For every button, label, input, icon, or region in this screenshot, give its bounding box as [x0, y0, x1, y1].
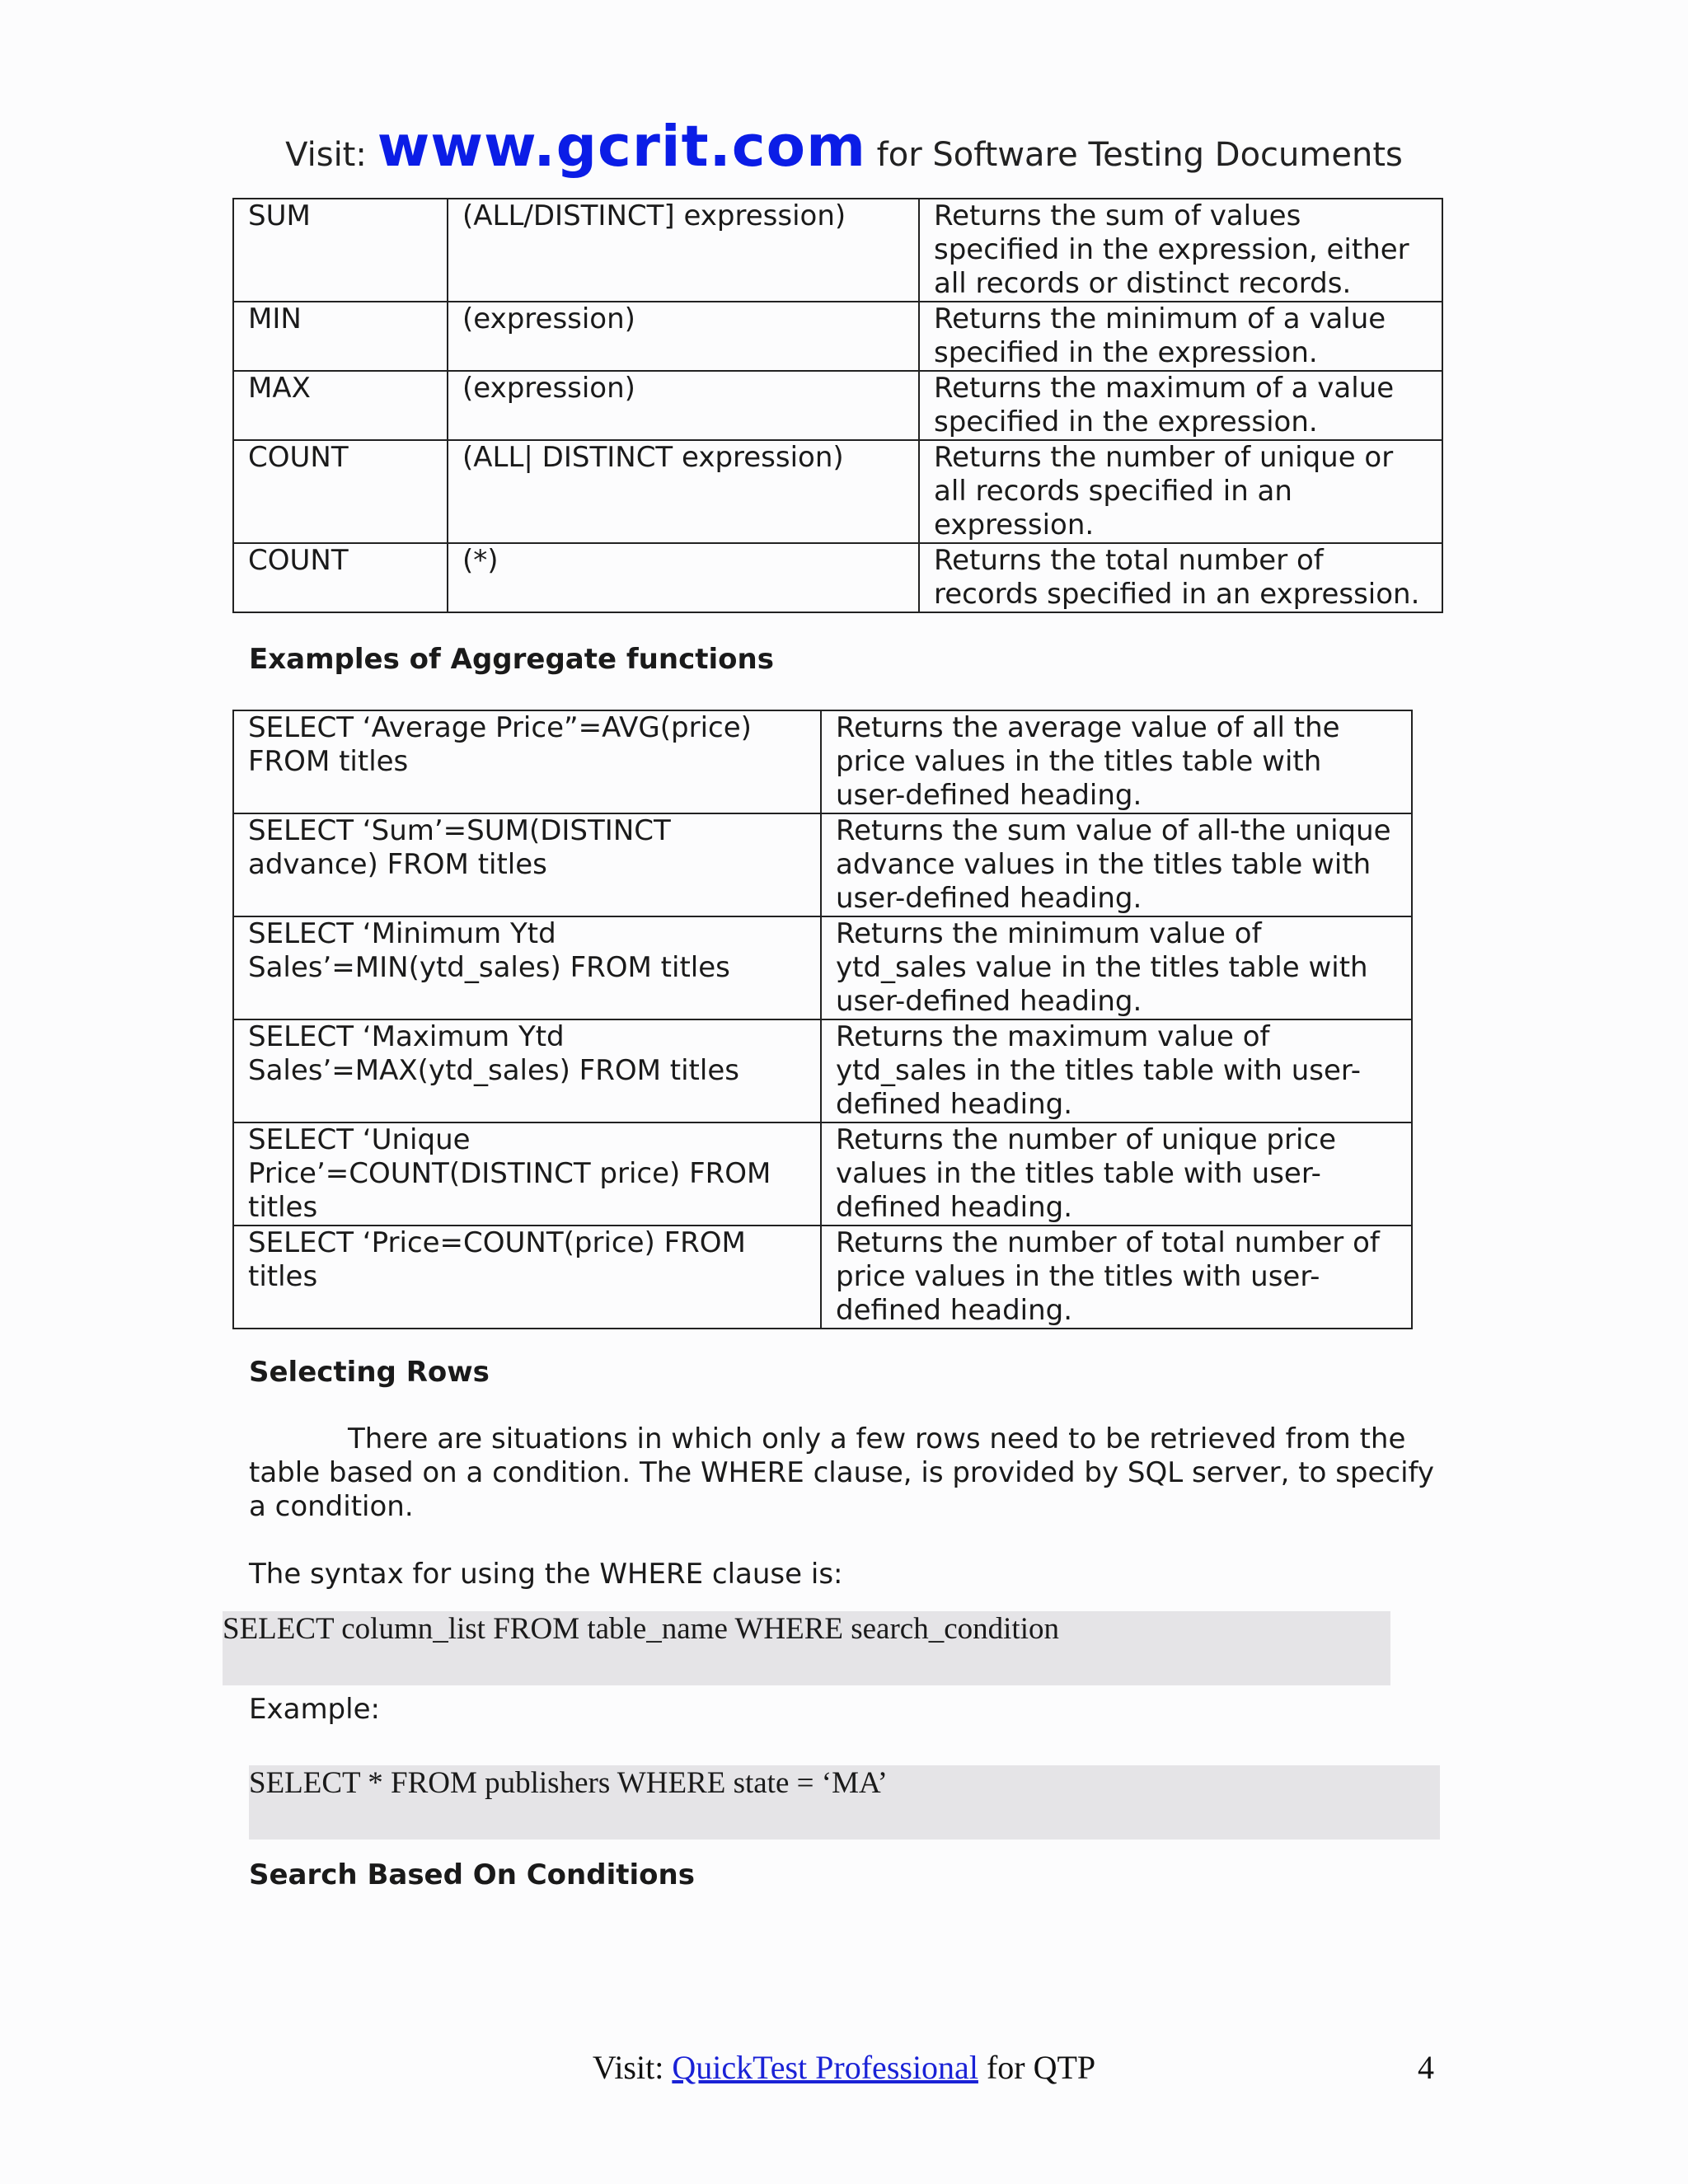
table-row	[233, 916, 1412, 1019]
examples-heading: Examples of Aggregate functions	[249, 643, 774, 676]
example-code-block	[249, 1765, 1440, 1840]
aggregate-functions-table	[232, 198, 1443, 613]
function-args: (*)	[448, 543, 919, 612]
function-desc: Returns the maximum of a value specified in the expression.	[919, 371, 1442, 440]
function-args: (expression)	[448, 302, 919, 371]
table-row	[233, 543, 1442, 612]
syntax-code: SELECT column_list FROM table_name WHERE search_condition	[223, 1612, 1059, 1646]
page-number: 4	[1418, 2049, 1434, 2086]
example-desc: Returns the maximum value of ytd_sales in the titles table with user-defined heading.	[821, 1019, 1412, 1122]
page-header	[0, 114, 1688, 180]
table-row	[233, 199, 1442, 302]
syntax-code-block	[223, 1611, 1390, 1685]
selecting-rows-heading: Selecting Rows	[249, 1356, 490, 1389]
function-desc: Returns the sum of values specified in the expression, either all records or distinct records.	[919, 199, 1442, 302]
function-desc: Returns the number of unique or all records specified in an expression.	[919, 440, 1442, 543]
example-desc: Returns the minimum value of ytd_sales value in the titles table with user-defined heading.	[821, 916, 1412, 1019]
table-row	[233, 440, 1442, 543]
footer-suffix: for QTP	[978, 2049, 1096, 2086]
search-conditions-heading: Search Based On Conditions	[249, 1858, 695, 1891]
header-prefix: Visit:	[285, 136, 377, 174]
function-args: (ALL| DISTINCT expression)	[448, 440, 919, 543]
function-args: (ALL/DISTINCT] expression)	[448, 199, 919, 302]
examples-table	[232, 710, 1413, 1329]
footer-link[interactable]: QuickTest Professional	[672, 2049, 978, 2086]
table-row	[233, 371, 1442, 440]
footer-prefix: Visit:	[592, 2049, 673, 2086]
table-row	[233, 710, 1412, 813]
example-label: Example:	[249, 1693, 380, 1726]
example-desc: Returns the number of unique price values in the titles table with user-defined heading.	[821, 1122, 1412, 1226]
example-query: SELECT ‘Minimum Ytd Sales’=MIN(ytd_sales) FROM titles	[233, 916, 821, 1019]
function-desc: Returns the total number of records specified in an expression.	[919, 543, 1442, 612]
function-name: COUNT	[233, 543, 448, 612]
function-name: MAX	[233, 371, 448, 440]
example-query: SELECT ‘Sum’=SUM(DISTINCT advance) FROM titles	[233, 813, 821, 916]
function-name: SUM	[233, 199, 448, 302]
table-row	[233, 302, 1442, 371]
function-desc: Returns the minimum of a value specified in the expression.	[919, 302, 1442, 371]
header-domain: www.gcrit.com	[377, 114, 866, 180]
function-name: MIN	[233, 302, 448, 371]
page-footer	[0, 2048, 1688, 2087]
example-desc: Returns the sum value of all-the unique advance values in the titles table with user-defined heading.	[821, 813, 1412, 916]
example-query: SELECT ‘Average Price”=AVG(price) FROM titles	[233, 710, 821, 813]
example-desc: Returns the average value of all the price values in the titles table with user-defined heading.	[821, 710, 1412, 813]
function-args: (expression)	[448, 371, 919, 440]
selecting-rows-paragraph: There are situations in which only a few rows need to be retrieved from the table based on a condition. The WHERE clause, is provided by SQL server, to specify a condition.	[249, 1422, 1435, 1523]
function-name: COUNT	[233, 440, 448, 543]
example-query: SELECT ‘Maximum Ytd Sales’=MAX(ytd_sales) FROM titles	[233, 1019, 821, 1122]
example-query: SELECT ‘Unique Price’=COUNT(DISTINCT price) FROM titles	[233, 1122, 821, 1226]
table-row	[233, 1019, 1412, 1122]
table-row	[233, 1226, 1412, 1329]
example-code: SELECT * FROM publishers WHERE state = ‘MA’	[249, 1766, 888, 1800]
syntax-intro: The syntax for using the WHERE clause is:	[249, 1558, 843, 1591]
example-query: SELECT ‘Price=COUNT(price) FROM titles	[233, 1226, 821, 1329]
table-row	[233, 813, 1412, 916]
header-suffix: for Software Testing Documents	[865, 136, 1403, 174]
table-row	[233, 1122, 1412, 1226]
example-desc: Returns the number of total number of price values in the titles with user-defined heading.	[821, 1226, 1412, 1329]
